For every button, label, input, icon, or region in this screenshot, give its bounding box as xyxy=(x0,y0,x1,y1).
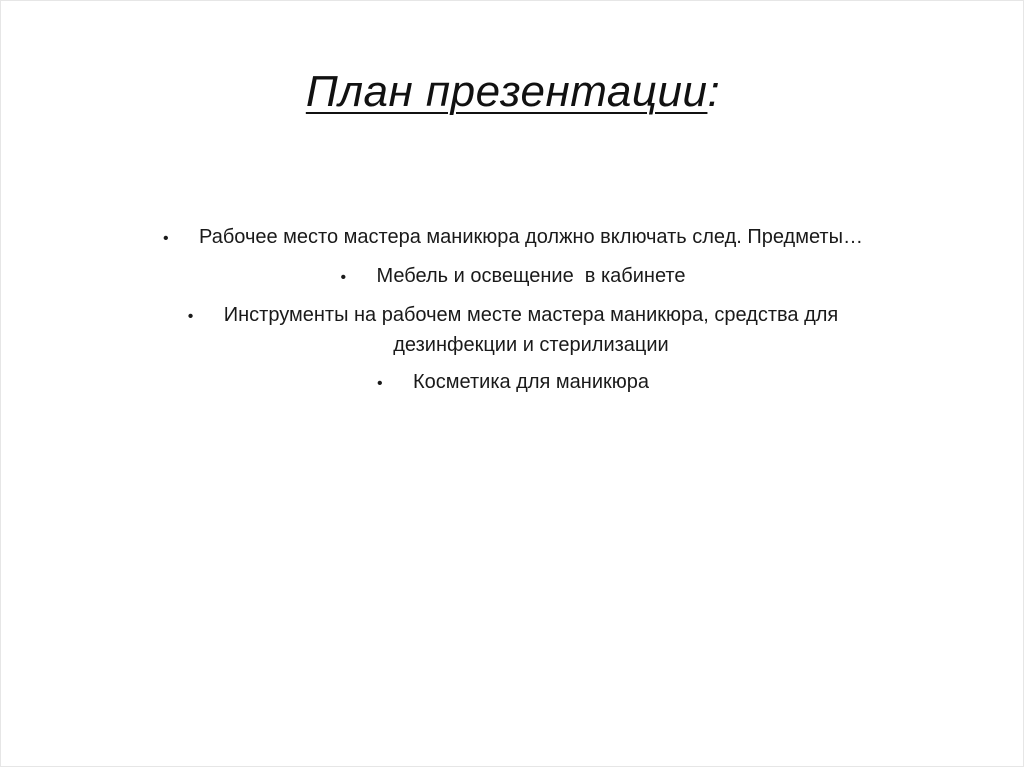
slide-title-text: План презентации xyxy=(305,67,708,116)
bullet-dot-icon: • xyxy=(377,375,383,392)
bullet-list xyxy=(1,223,1024,407)
bullet-dot-icon: • xyxy=(163,230,169,247)
bullet-item xyxy=(1,368,1024,398)
bullet-item xyxy=(1,223,1024,253)
slide-title xyxy=(306,67,720,116)
bullet-text-line-2: дезинфекции и стерилизации xyxy=(393,334,669,356)
bullet-item xyxy=(1,262,1024,292)
bullet-item xyxy=(1,301,1024,359)
bullet-text: Рабочее место мастера маникюра должно включать след. Предметы… xyxy=(199,226,863,248)
bullet-dot-icon: • xyxy=(340,269,347,286)
slide-title-colon: : xyxy=(707,67,721,116)
bullet-dot-icon: • xyxy=(187,308,194,325)
bullet-text: Косметика для маникюра xyxy=(413,371,649,393)
title-area xyxy=(1,67,1024,117)
bullet-text-line-1: Инструменты на рабочем месте мастера маникюра, средства для xyxy=(223,304,839,326)
bullet-text: Мебель и освещение в кабинете xyxy=(376,265,686,287)
